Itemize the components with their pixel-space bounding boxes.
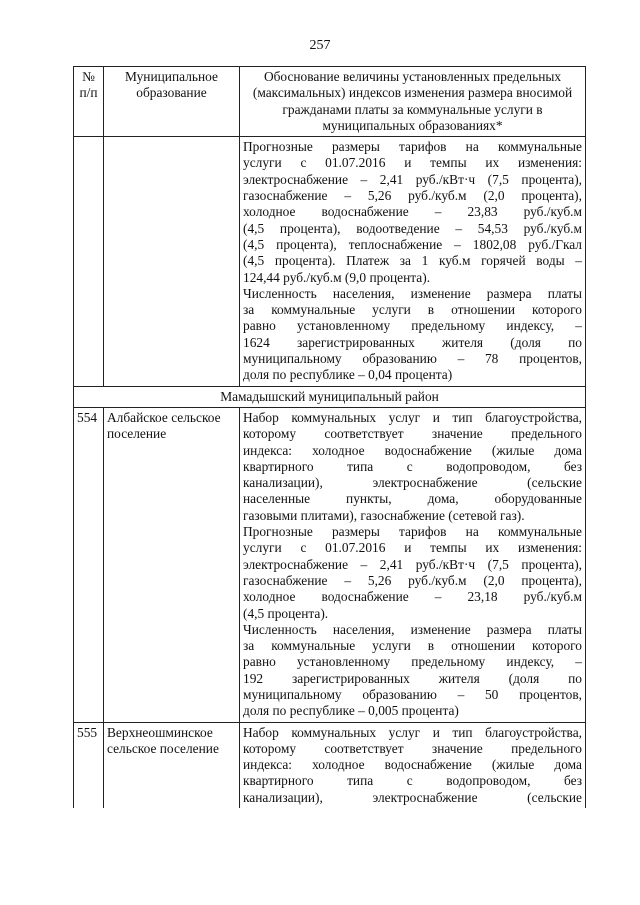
text-line: услуги с 01.07.2016 и темпы их изменения: [243,155,582,171]
text-line: квартирного типа с водопроводом, без [243,773,582,789]
continued-row [74,137,586,386]
text-line: (4,5 процента), водоотведение – 54,53 руб./куб.м [243,220,582,236]
text-line: канализации), электроснабжение (сельские [243,475,582,491]
text-line: за коммунальные услуги в отношении которого [243,302,582,318]
text-line: газоснабжение – 5,26 руб./куб.м (2,0 процента), [243,188,582,204]
text-line: доля по республике – 0,04 процента) [243,367,453,383]
text-line: муниципальному образованию – 50 процентов, [243,686,582,702]
text-line: населенные пункты, дома, оборудованные [243,491,582,507]
text-line: Прогнозные размеры тарифов на коммунальные [243,139,582,155]
text-line: Прогнозные размеры тарифов на коммунальные [243,524,582,540]
text-line: индекса: холодное водоснабжение (жилые дома [243,757,582,773]
justification-text [243,139,582,383]
text-line: (4,5 процента). [243,605,329,621]
text-line: холодное водоснабжение – 23,83 руб./куб.м [243,204,582,220]
text-line: равно установленному предельному индексу, – [243,318,582,334]
district-row [74,386,586,407]
text-line: газоснабжение – 5,26 руб./куб.м (2,0 процента), [243,572,582,588]
header-municipality: Муниципальное образование [104,67,240,137]
row-municipality: Албайское сельское поселение [104,407,240,722]
text-line: Численность населения, изменение размера платы [243,285,582,301]
text-line: услуги с 01.07.2016 и темпы их изменения: [243,540,582,556]
row-number: 554 [74,407,104,722]
row-justification [240,407,586,722]
text-line: которому соответствует значение предельного [243,426,582,442]
header-justification: Обоснование величины установленных предельных (максимальных) индексов изменения размера вносимой гражданами платы за коммунальные услуги в муниципальных образованиях* [240,67,586,137]
tariff-justification-table [73,66,586,808]
text-line: (4,5 процента). Платеж за 1 куб.м горячей воды – [243,253,582,269]
text-line: Численность населения, изменение размера платы [243,621,582,637]
continued-justification-cell [240,137,586,386]
table-header-row [74,67,586,137]
justification-text [243,725,582,806]
text-line: доля по республике – 0,005 процента) [243,703,459,719]
row-justification [240,722,586,808]
header-num: № п/п [74,67,104,137]
text-line: 124,44 руб./куб.м (9,0 процента). [243,269,431,285]
table-row [74,407,586,722]
text-line: равно установленному предельному индексу, – [243,654,582,670]
text-line: индекса: холодное водоснабжение (жилые дома [243,442,582,458]
text-line: которому соответствует значение предельного [243,740,582,756]
table-row [74,722,586,808]
text-line: Набор коммунальных услуг и тип благоустройства, [243,409,582,425]
text-line: канализации), электроснабжение (сельские [243,789,582,805]
continued-num-cell [74,137,104,386]
row-number: 555 [74,722,104,808]
page-number: 257 [309,38,331,53]
text-line: газовыми плитами), газоснабжение (сетевой газ). [243,507,525,523]
text-line: 192 зарегистрированных жителя (доля по [243,670,582,686]
justification-text [243,410,582,720]
text-line: (4,5 процента), теплоснабжение – 1802,08 руб./Гкал [243,236,582,252]
row-municipality: Верхнеошминское сельское поселение [104,722,240,808]
text-line: квартирного типа с водопроводом, без [243,458,582,474]
text-line: электроснабжение – 2,41 руб./кВт·ч (7,5 процента), [243,556,582,572]
text-line: муниципальному образованию – 78 процентов, [243,351,582,367]
text-line: Набор коммунальных услуг и тип благоустройства, [243,724,582,740]
continued-municipality-cell [104,137,240,386]
text-line: 1624 зарегистрированных жителя (доля по [243,334,582,350]
text-line: электроснабжение – 2,41 руб./кВт·ч (7,5 процента), [243,171,582,187]
district-heading: Мамадышский муниципальный район [74,386,586,407]
text-line: за коммунальные услуги в отношении которого [243,638,582,654]
text-line: холодное водоснабжение – 23,18 руб./куб.м [243,589,582,605]
